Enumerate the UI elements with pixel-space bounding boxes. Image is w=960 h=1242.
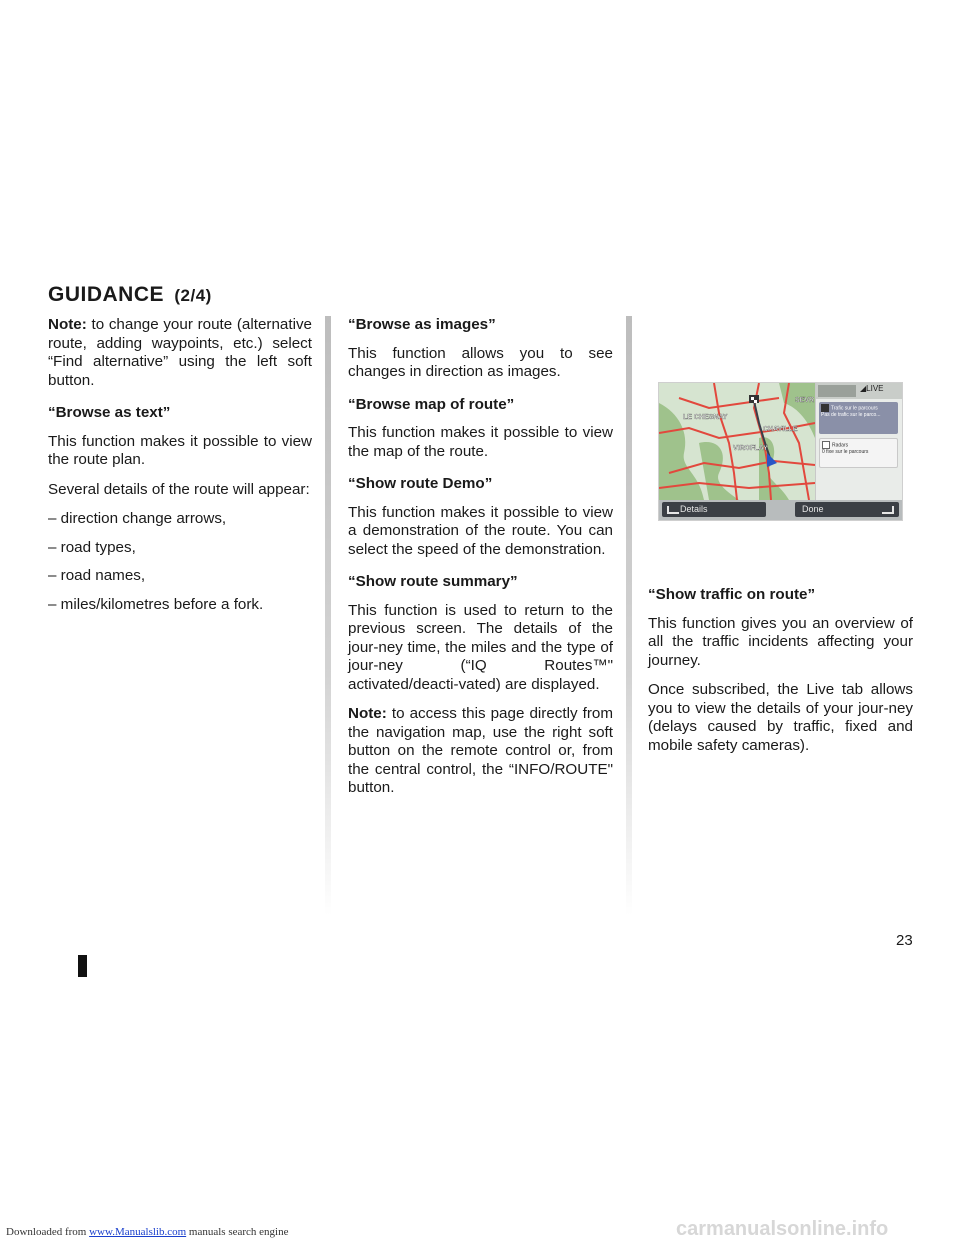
bracket-icon [667,506,679,514]
soft-button-bar [659,500,902,520]
paragraph: This function is used to return to the previous screen. The details of the jour-ney time, the miles and the type of jour-ney (“IQ Routes™" activated/deacti-vated) are displayed. [348,601,613,693]
section-heading: “Browse as text” [48,404,171,421]
note-text: to access this page directly from the navigation map, use the right soft button on the remote control or, from the central control, the “INFO/ROUTE" button. [348,705,613,796]
list-item: – miles/kilometres before a fork. [48,595,264,613]
panel-tabs [816,383,903,399]
live-panel [815,383,903,500]
card-title: Trafic sur le parcours [831,405,878,412]
title-part: (2/4) [174,286,212,305]
section-heading: “Show route Demo” [348,475,493,492]
card-title: Radars [832,442,849,449]
column-right [648,586,913,766]
paragraph: This function makes it possible to view the route plan. [48,432,312,468]
traffic-icon [821,404,829,412]
paragraph: Several details of the route will appear: [48,480,310,498]
map-place-label: LE CHESNAY [683,414,728,421]
map-place-label: VIROFLAY [733,445,768,452]
manualslib-link[interactable]: www.Manualslib.com [89,1226,187,1238]
list-item: – direction change arrows, [48,510,227,527]
note-paragraph [348,705,613,798]
download-footer: Downloaded from www.Manualslib.com manuals search engine [6,1226,289,1238]
page-number: 23 [896,932,913,949]
paragraph: Once subscribed, the Live tab allows you to view the details of your jour-ney (delays caused by traffic, fixed and mobile safety cameras). [648,681,913,754]
radar-icon [822,441,830,449]
column-middle [348,316,613,809]
card-text: 0 fixe sur le parcours [822,449,869,455]
live-icon: ◢ [860,384,867,393]
section-heading: “Browse as images” [348,316,496,333]
paragraph: This function makes it possible to view a demonstration of the route. You can select the speed of the demonstration. [348,503,613,558]
note-label: Note: [48,316,87,333]
paragraph: This function allows you to see changes in direction as images. [348,344,613,380]
column-left [48,316,312,624]
column-divider [626,316,632,916]
list-item: – road names, [48,567,146,584]
note-text: to change your route (alternative route, adding waypoints, etc.) select “Find alternative” using the left soft button. [48,316,312,389]
column-divider [325,316,331,916]
watermark: carmanualsonline.info [676,1218,889,1240]
details-button[interactable]: Details [662,502,766,517]
note-paragraph [48,316,312,390]
page-marker [78,955,87,977]
map-place-label: SEVR [795,397,815,404]
done-button[interactable]: Done [795,502,899,517]
paragraph: This function makes it possible to view the map of the route. [348,424,613,460]
bracket-icon [882,506,894,514]
section-heading: “Show route summary” [348,573,518,590]
navigation-screenshot [658,382,903,521]
paragraph: This function gives you an overview of all the traffic incidents affecting your journey. [648,614,913,669]
list-item: – road types, [48,538,136,556]
card-text: Pas de trafic sur le parco... [821,412,881,418]
section-heading: “Browse map of route” [348,395,515,413]
page-title [48,283,212,307]
note-label: Note: [348,705,387,722]
radars-card[interactable] [819,438,898,468]
traffic-card[interactable] [819,402,898,434]
title-main: GUIDANCE [48,283,165,306]
map-place-label: CHAVILLE [763,426,798,433]
tab-route[interactable] [818,385,856,397]
section-heading: “Show traffic on route” [648,586,816,603]
tab-live[interactable]: ◢LIVE [860,384,884,393]
